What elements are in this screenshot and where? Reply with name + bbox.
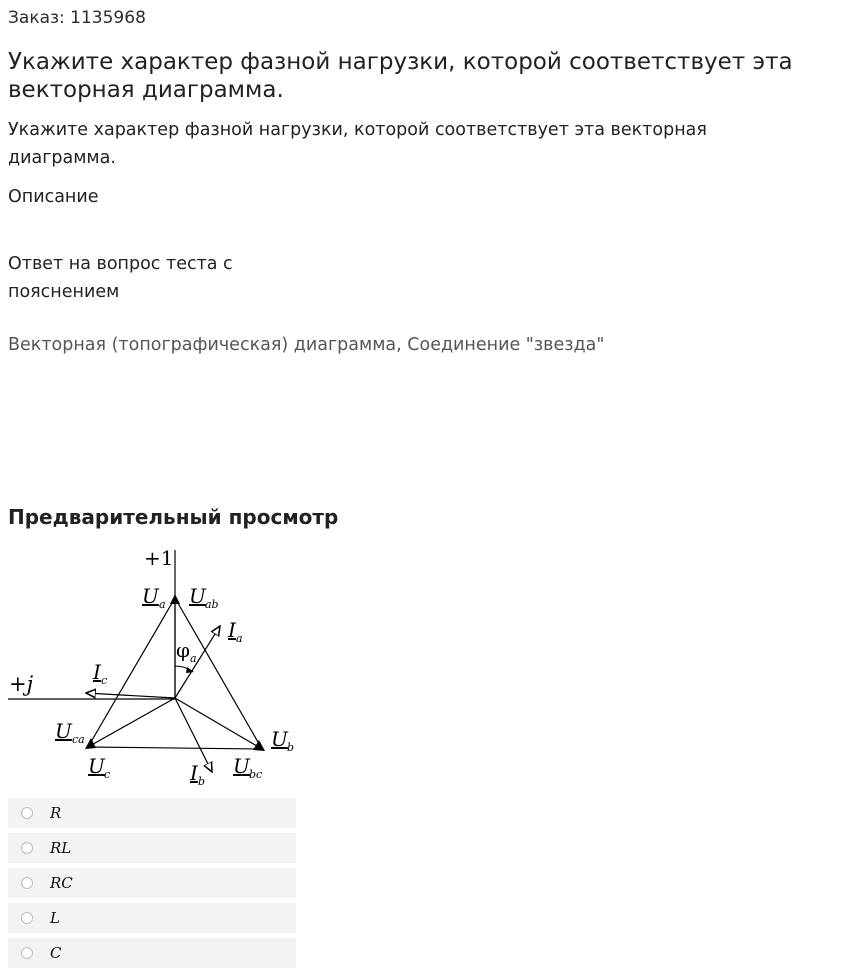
answer-options xyxy=(8,798,296,973)
label-ub-main: U xyxy=(271,727,288,751)
option-label: RL xyxy=(50,839,72,857)
label-ub-sub: b xyxy=(287,741,295,754)
radio-button[interactable] xyxy=(21,877,33,889)
radio-button[interactable] xyxy=(21,912,33,924)
description-heading: Описание xyxy=(8,187,99,207)
label-ic-sub: c xyxy=(101,674,108,687)
vector-diagram xyxy=(0,540,300,795)
axis-real-label: +1 xyxy=(144,546,174,570)
label-ua-sub: a xyxy=(159,598,166,611)
label-uca-sub: ca xyxy=(72,733,85,746)
label-uab xyxy=(189,584,219,611)
option-label: C xyxy=(50,944,62,962)
label-uca xyxy=(55,719,85,746)
label-ubc-sub: bc xyxy=(249,768,263,781)
label-uc-sub: c xyxy=(104,768,111,781)
label-uab-main: U xyxy=(189,584,206,608)
label-ic xyxy=(92,660,107,687)
answer-text: Ответ на вопрос теста с пояснением xyxy=(8,254,233,302)
label-uc xyxy=(88,754,110,781)
question-text: Укажите характер фазной нагрузки, которой соответствует эта векторная диаграмма. xyxy=(8,120,707,168)
question-title: Укажите характер фазной нагрузки, которой соответствует эта векторная диаграмма. xyxy=(8,49,793,103)
order-number: Заказ: 1135968 xyxy=(8,8,146,28)
preview-heading: Предварительный просмотр xyxy=(8,505,339,529)
option-rc[interactable] xyxy=(8,868,296,898)
label-uca-main: U xyxy=(55,719,72,743)
radio-button[interactable] xyxy=(21,947,33,959)
radio-button[interactable] xyxy=(21,807,33,819)
arrowhead-ub xyxy=(253,740,265,751)
label-ubc xyxy=(233,754,262,781)
arrowhead-ua xyxy=(170,594,180,604)
label-ib-main: I xyxy=(190,761,198,785)
option-rl[interactable] xyxy=(8,833,296,863)
option-l[interactable] xyxy=(8,903,296,933)
label-ib-sub: b xyxy=(198,775,206,788)
label-ia-sub: a xyxy=(236,632,243,645)
phase-voltage-c xyxy=(88,698,175,747)
label-ua xyxy=(142,584,166,611)
label-ia-main: I xyxy=(228,618,236,642)
label-phi xyxy=(176,638,197,665)
radio-button[interactable] xyxy=(21,842,33,854)
label-uab-sub: ab xyxy=(205,598,219,611)
label-phi-sub: a xyxy=(190,652,197,665)
label-ubc-main: U xyxy=(233,754,250,778)
category-text: Векторная (топографическая) диаграмма, Соединение "звезда" xyxy=(8,335,605,355)
label-ib xyxy=(189,761,205,788)
current-ic xyxy=(86,693,175,698)
option-label: R xyxy=(50,804,62,822)
label-ia xyxy=(227,618,243,645)
axis-imag-label: +j xyxy=(9,672,34,696)
option-label: L xyxy=(50,909,60,927)
option-label: RC xyxy=(50,874,73,892)
label-ub xyxy=(271,727,294,754)
label-phi-main: φ xyxy=(176,638,191,662)
label-ic-main: I xyxy=(93,660,101,684)
label-uc-main: U xyxy=(88,754,105,778)
option-c[interactable] xyxy=(8,938,296,968)
label-ua-main: U xyxy=(142,584,159,608)
option-r[interactable] xyxy=(8,798,296,828)
